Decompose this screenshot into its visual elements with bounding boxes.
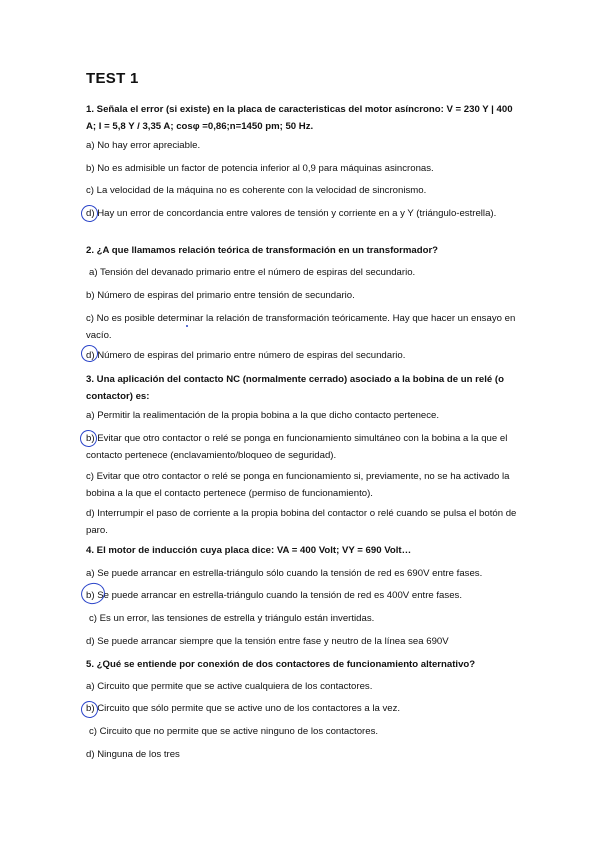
q4-option-a: a) Se puede arrancar en estrella-triángulo sólo cuando la tensión de red es 690V entre fases. [86, 568, 483, 579]
q1-option-a: a) No hay error apreciable. [86, 140, 201, 151]
q1-option-c: c) La velocidad de la máquina no es coherente con la velocidad de sincronismo. [86, 185, 427, 196]
q2-option-d: d) Número de espiras del primario entre número de espiras del secundario. [86, 350, 406, 361]
q3-option-c: c) Evitar que otro contactor o relé se ponga en funcionamiento si, previamente, no se ha activado la bobina a la que el contacto pertenece (permiso de funcionamiento). [86, 471, 510, 499]
q5-option-d: d) Ninguna de los tres [86, 749, 180, 760]
q3-option-a: a) Permitir la realimentación de la propia bobina a la que dicho contacto pertenece. [86, 410, 440, 421]
q3-option-b: b) Evitar que otro contactor o relé se ponga en funcionamiento simultáneo con la bobina a la que el contacto pertenece (enclavamiento/bloqueo de seguridad). [86, 433, 508, 461]
q2-option-a: a) Tensión del devanado primario entre el número de espiras del secundario. [89, 267, 416, 278]
page-title: TEST 1 [86, 70, 139, 87]
question-3: 3. Una aplicación del contacto NC (normalmente cerrado) asociado a la bobina de un relé (o contactor) es: [86, 374, 504, 402]
q2-option-b: b) Número de espiras del primario entre tensión de secundario. [86, 290, 355, 301]
question-4: 4. El motor de inducción cuya placa dice: VA = 400 Volt; VY = 690 Volt… [86, 545, 412, 556]
pen-dot-mark [186, 325, 188, 327]
q1-option-d: d) Hay un error de concordancia entre valores de tensión y corriente en a y Y (triángulo-estrella). [86, 208, 497, 219]
q4-option-d: d) Se puede arrancar siempre que la tensión entre fase y neutro de la línea sea 690V [86, 636, 449, 647]
q5-option-b: b) Circuito que sólo permite que se active uno de los contactores a la vez. [86, 703, 401, 714]
q5-option-a: a) Circuito que permite que se active cualquiera de los contactores. [86, 681, 373, 692]
q2-option-c: c) No es posible determinar la relación de transformación teóricamente. Hay que hacer un ensayo en vacío. [86, 313, 516, 341]
q3-option-d: d) Interrumpir el paso de corriente a la propia bobina del contactor o relé cuando se pulsa el botón de paro. [86, 508, 517, 536]
question-2: 2. ¿A que llamamos relación teórica de transformación en un transformador? [86, 245, 439, 256]
q5-option-c: c) Circuito que no permite que se active ninguno de los contactores. [89, 726, 379, 737]
question-5: 5. ¿Qué se entiende por conexión de dos contactores de funcionamiento alternativo? [86, 659, 476, 670]
q4-option-b: b) Se puede arrancar en estrella-triángulo cuando la tensión de red es 400V entre fases. [86, 590, 462, 601]
q4-option-c: c) Es un error, las tensiones de estrella y triángulo están invertidas. [89, 613, 375, 624]
q1-option-b: b) No es admisible un factor de potencia inferior al 0,9 para máquinas asincronas. [86, 163, 434, 174]
question-1: 1. Señala el error (si existe) en la placa de caracteristicas del motor asíncrono: V = 230 Y | 400 A; I = 5,8 Y / 3,35 A; cosφ =0,86;n=1450 pm; 50 Hz. [86, 104, 513, 132]
